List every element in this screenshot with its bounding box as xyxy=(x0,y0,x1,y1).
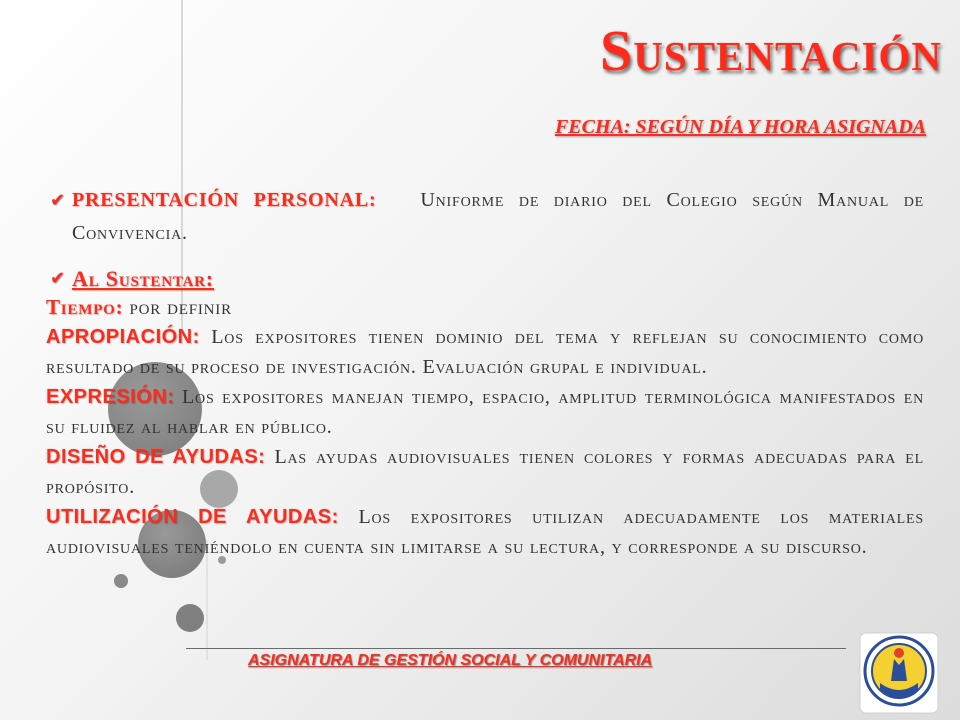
bullet-label: Al Sustentar: xyxy=(72,266,214,291)
footer-divider xyxy=(186,648,846,649)
bullet-text: Uniforme de diario del Colegio según Manual de Convivencia. xyxy=(72,189,924,244)
school-crest-logo xyxy=(858,631,940,715)
footer-text: ASIGNATURA DE GESTIÓN SOCIAL Y COMUNITARIA xyxy=(248,652,653,669)
bullet-presentation xyxy=(46,184,924,250)
slide-content xyxy=(46,184,924,562)
check-icon: ✔ xyxy=(50,190,66,211)
decorative-circle xyxy=(176,604,204,632)
criterion-label: Tiempo: xyxy=(46,295,124,319)
criterion-utilizacion xyxy=(46,502,924,562)
criterion-text: Los expositores manejan tiempo, espacio, amplitud terminológica manifestados en su fluidez al hablar en público. xyxy=(46,386,924,438)
criterion-diseno xyxy=(46,442,924,502)
bullet-sustentar xyxy=(46,266,924,292)
criterion-text: Los expositores tienen dominio del tema y reflejan su conocimiento como resultado de su proceso de investigación. Evaluación grupal e individual. xyxy=(46,326,924,378)
criterion-tiempo xyxy=(46,292,924,322)
decorative-circle xyxy=(114,574,128,588)
criterion-label: DISEÑO DE AYUDAS: xyxy=(46,446,266,468)
slide-title: Sustentación xyxy=(600,18,942,83)
criterion-apropiacion xyxy=(46,322,924,382)
slide-subtitle: FECHA: SEGÚN DÍA Y HORA ASIGNADA xyxy=(554,116,926,138)
criterion-text: Las ayudas audiovisuales tienen colores y formas adecuadas para el propósito. xyxy=(46,446,924,498)
criterion-label: UTILIZACIÓN DE AYUDAS: xyxy=(46,506,339,528)
criterion-text: Los expositores utilizan adecuadamente los materiales audiovisuales teniéndolo en cuenta sin limitarse a su lectura, y corresponde a su discurso. xyxy=(46,506,924,558)
criterion-expresion xyxy=(46,382,924,442)
bullet-label: PRESENTACIÓN PERSONAL: xyxy=(72,189,377,211)
criterion-text: por definir xyxy=(129,295,232,319)
check-icon: ✔ xyxy=(50,268,66,289)
criterion-label: EXPRESIÓN: xyxy=(46,386,175,408)
criterion-label: APROPIACIÓN: xyxy=(46,326,200,348)
